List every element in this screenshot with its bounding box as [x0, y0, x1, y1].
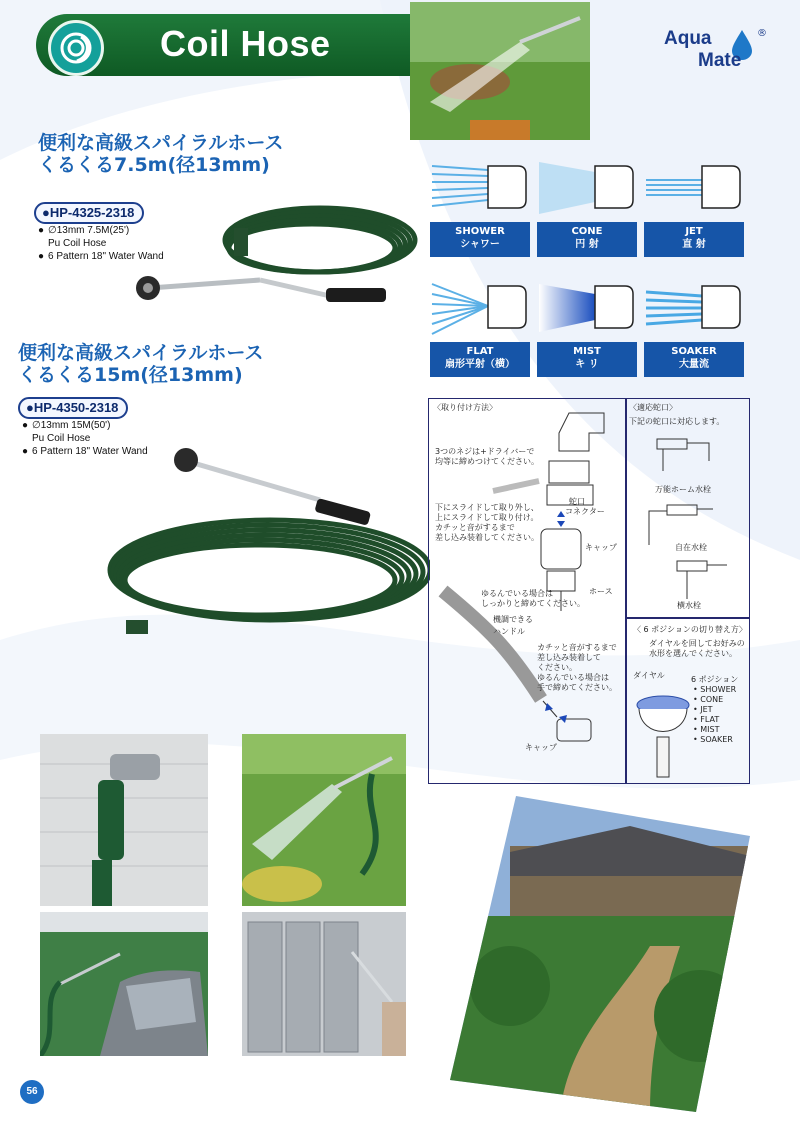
pattern-flat [430, 280, 530, 370]
connector-label-1: 蛇口 [569, 497, 585, 506]
product1-model: ●HP-4325-2318 [34, 202, 144, 224]
product1-coil-hose-image [130, 188, 430, 318]
faucet-type-2: 自在水栓 [675, 543, 707, 552]
position-5: • MIST [693, 725, 720, 734]
product1-heading-line1: 便利な高級スパイラルホース [38, 132, 284, 154]
faucet-types-diagram [627, 399, 749, 615]
photo-watering-lawn [242, 734, 406, 906]
header-bar [36, 14, 456, 76]
product1-spec-hose: Pu Coil Hose [48, 238, 107, 249]
position-3: • JET [693, 705, 713, 714]
pattern-flat-jp: 扇形平射（横） [445, 359, 515, 370]
product2-specs: ● ∅13mm 15M(50') Pu Coil Hose ● 6 Pattern 18" Water Wand [22, 420, 148, 457]
product2-heading-line2: くるくる15m(径13mm) [18, 364, 243, 386]
faucet-subtitle: 下記の蛇口に対応します。 [629, 417, 725, 426]
install-step1-line1: 3つのネジは+ドライバーで [435, 447, 535, 456]
cone-spray-icon [537, 160, 637, 218]
shower-spray-icon [430, 160, 530, 218]
pattern-jet-en: JET [685, 226, 703, 237]
product2-spec-size: ∅13mm 15M(50') [32, 420, 111, 431]
position-2: • CONE [693, 695, 724, 704]
install-step3-line1: ゆるんでいる場合は [481, 589, 553, 598]
pattern-shower-en: SHOWER [455, 226, 505, 237]
coil-hose-logo-icon [48, 20, 104, 76]
pattern-mist-jp: キ リ [575, 359, 599, 370]
flat-spray-icon [430, 280, 530, 338]
product2-spec-hose: Pu Coil Hose [32, 433, 91, 444]
pattern-shower [430, 160, 530, 250]
switch-title: 〈 6 ポジションの切り替え方〉 [633, 625, 747, 634]
install-step2-line2: 上にスライドして取り付け。 [435, 513, 539, 522]
pattern-soaker-en: SOAKER [671, 346, 717, 357]
registered-mark: ® [757, 28, 767, 39]
pattern-soaker-jp: 大量流 [679, 359, 709, 370]
pattern-adjust-label: 機調できる [493, 615, 533, 624]
pattern-mist-en: MIST [573, 346, 601, 357]
photo-cleaning-window [242, 912, 406, 1056]
product1-specs: ● ∅13mm 7.5M(25') Pu Coil Hose ● 6 Pattern 18" Water Wand [38, 225, 164, 262]
soaker-spray-icon [644, 280, 744, 338]
position-4: • FLAT [693, 715, 720, 724]
page-number: 56 [20, 1080, 44, 1104]
product1-spec-size: ∅13mm 7.5M(25') [48, 225, 130, 236]
mist-spray-icon [537, 280, 637, 338]
connector-label-2: コネクター [565, 507, 605, 516]
header-lawn-photo [410, 2, 590, 140]
install-step4-line4: ゆるんでいる場合は [537, 673, 609, 682]
pattern-mist [537, 280, 637, 370]
faucet-title: 〈適応蛇口〉 [629, 403, 677, 412]
pattern-soaker [644, 280, 744, 370]
photo-washing-car [40, 912, 208, 1056]
cap-label-2: キャップ [525, 743, 557, 752]
install-step4-line2: 差し込み装着して [537, 653, 601, 662]
brand-line2: Mate [698, 50, 742, 71]
dial-label: ダイヤル [633, 671, 665, 680]
install-step2-line3: カチッと音がするまで [435, 523, 515, 532]
brand-line1: Aqua [664, 28, 712, 49]
pattern-cone-jp: 円 射 [575, 239, 599, 250]
photo-faucet-connector [40, 734, 208, 906]
product2-spec-wand: 6 Pattern 18" Water Wand [32, 446, 148, 457]
faucet-type-3: 横水栓 [677, 601, 701, 610]
handle-label: ハンドル [493, 627, 525, 636]
install-step2-line1: 下にスライドして取り外し、 [435, 503, 539, 512]
position-6: • SOAKER [693, 735, 733, 744]
jet-spray-icon [644, 160, 744, 218]
aqua-mate-logo [664, 28, 774, 78]
positions-title: 6 ポジション [691, 675, 739, 684]
hose-label: ホース [589, 587, 613, 596]
instructions-box [428, 398, 750, 784]
position-1: • SHOWER [693, 685, 737, 694]
pattern-flat-en: FLAT [466, 346, 494, 357]
pattern-jet [644, 160, 744, 250]
pattern-shower-jp: シャワー [460, 239, 500, 250]
switch-desc-line2: 水形を選んでください。 [649, 649, 737, 658]
product2-model: ●HP-4350-2318 [18, 397, 128, 419]
pattern-jet-jp: 直 射 [682, 239, 706, 250]
switch-desc-line1: ダイヤルを回してお好みの [649, 639, 745, 648]
install-step4-line1: カチッと音がするまで [537, 643, 617, 652]
product1-heading-line2: くるくる7.5m(径13mm) [38, 154, 270, 176]
product2-heading-line1: 便利な高級スパイラルホース [18, 342, 264, 364]
install-step4-line3: ください。 [537, 663, 577, 672]
cap-label: キャップ [585, 543, 617, 552]
install-step2-line4: 差し込み装着してください。 [435, 533, 539, 542]
pattern-cone-en: CONE [571, 226, 603, 237]
faucet-type-1: 万能ホーム水栓 [655, 485, 711, 494]
product1-spec-wand: 6 Pattern 18" Water Wand [48, 251, 164, 262]
photo-garden [450, 796, 750, 1112]
install-step1-line2: 均等に締めつけてください。 [435, 457, 539, 466]
install-title: 〈取り付け方法〉 [433, 403, 497, 412]
install-step4-line5: 手で締めてください。 [537, 683, 617, 692]
install-step3-line2: しっかりと締めてください。 [481, 599, 585, 608]
page-title: Coil Hose [160, 23, 331, 64]
pattern-cone [537, 160, 637, 250]
product2-coil-hose-image [90, 440, 430, 650]
